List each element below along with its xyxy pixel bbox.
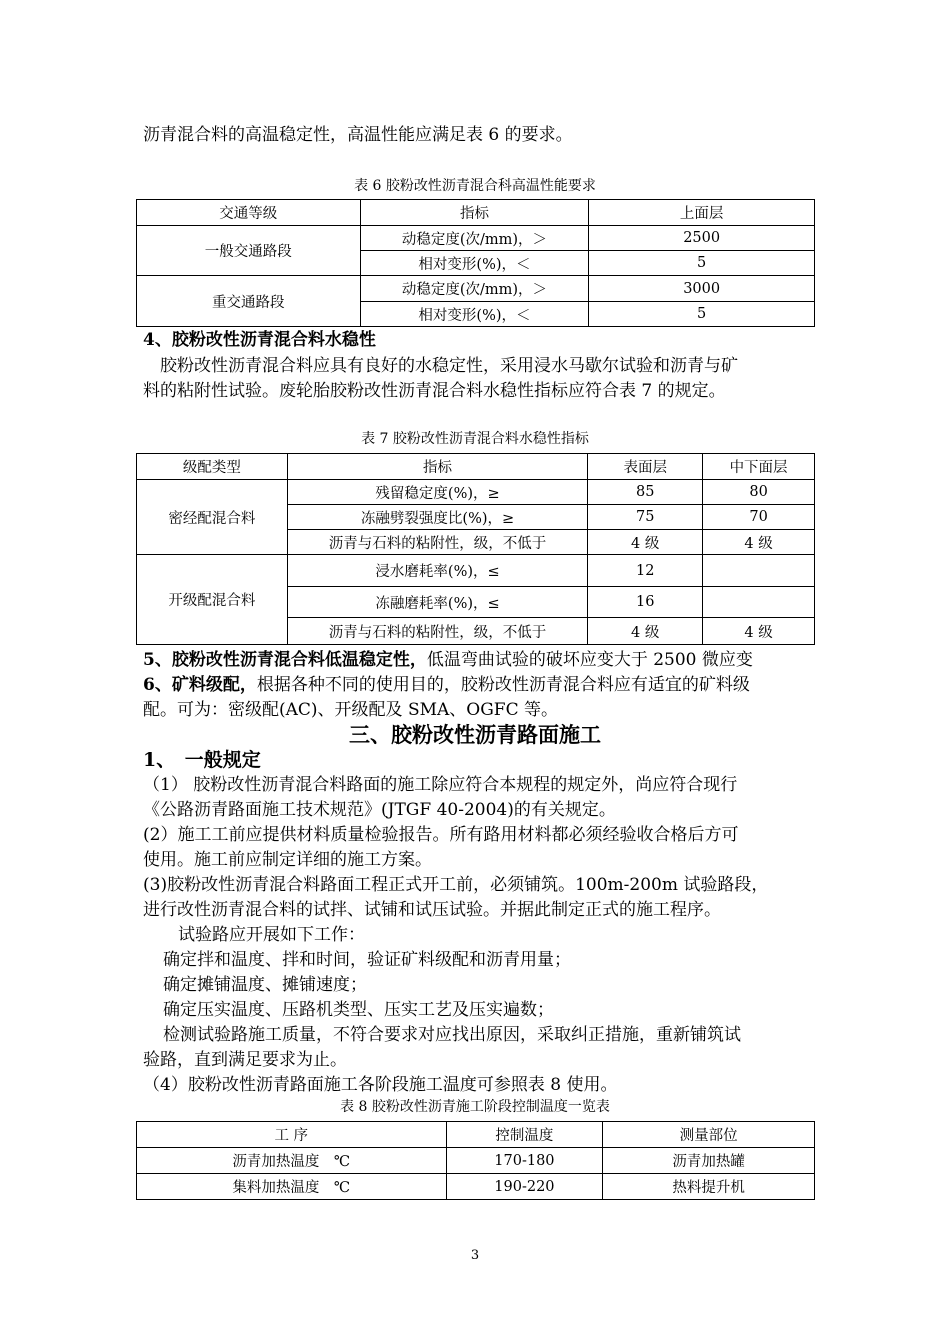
group-label: 开级配混合料 [137, 555, 288, 645]
table-cell: 190-220 [446, 1174, 603, 1200]
general-rules-heading: 1、 一般规定 [143, 749, 261, 771]
section5-line [143, 648, 753, 672]
table-row [137, 1174, 815, 1200]
table-header-row [137, 200, 815, 226]
table-cell [703, 587, 815, 618]
part3-title: 三、胶粉改性沥青路面施工 [349, 722, 601, 747]
paragraph-line: 使用。施工前应制定详细的施工方案。 [143, 850, 432, 870]
table-cell: 残留稳定度(%)，≥ [287, 480, 588, 505]
table-cell: 12 [588, 555, 703, 587]
table-header-cell: 指标 [360, 200, 589, 226]
section5-heading: 5、胶粉改性沥青混合料低温稳定性， [143, 650, 427, 670]
section6-line [143, 673, 750, 697]
section6-heading: 6、矿料级配， [143, 675, 257, 695]
page-number: 3 [470, 1248, 480, 1263]
table7-caption: 表 7 胶粉改性沥青混合料水稳性指标 [361, 431, 589, 447]
table-cell: 5 [589, 251, 815, 276]
table-cell: 相对变形(%)，＜ [360, 302, 589, 327]
table-cell: 75 [588, 505, 703, 530]
paragraph-line: 《公路沥青路面施工技术规范》(JTGF 40-2004)的有关规定。 [143, 800, 616, 820]
intro-paragraph: 沥青混合料的高温稳定性，高温性能应满足表 6 的要求。 [143, 125, 573, 145]
table7 [136, 453, 815, 645]
section5-text: 低温弯曲试验的破坏应变大于 2500 微应变 [426, 650, 753, 670]
table-cell: 170-180 [446, 1148, 603, 1174]
table-header-cell: 上面层 [589, 200, 815, 226]
paragraph-line: 胶粉改性沥青混合料应具有良好的水稳定性，采用浸水马歇尔试验和沥青与矿 [160, 356, 738, 376]
table-cell: 沥青加热温度 ℃ [137, 1148, 447, 1174]
table-header-cell: 级配类型 [137, 454, 288, 480]
table-cell: 动稳定度(次/mm)，＞ [360, 226, 589, 251]
table-cell: 80 [703, 480, 815, 505]
table-cell: 热料提升机 [603, 1174, 815, 1200]
table-header-row [137, 1122, 815, 1148]
paragraph-line: 确定压实温度、压路机类型、压实工艺及压实遍数； [163, 1000, 554, 1020]
table-cell [703, 555, 815, 587]
table-row [137, 555, 815, 587]
table-row [137, 480, 815, 505]
table-cell: 动稳定度(次/mm)，＞ [360, 276, 589, 302]
table-cell: 沥青与石料的粘附性，级，不低于 [287, 530, 588, 555]
section4-heading: 4、胶粉改性沥青混合料水稳性 [143, 330, 376, 350]
table-cell: 4 级 [703, 530, 815, 555]
table6-caption: 表 6 胶粉改性沥青混合科高温性能要求 [354, 178, 596, 194]
table-row [137, 1148, 815, 1174]
paragraph-line: 验路，直到满足要求为止。 [143, 1050, 347, 1070]
paragraph-line: 进行改性沥青混合料的试拌、试铺和试压试验。并据此制定正式的施工程序。 [143, 900, 721, 920]
table-cell: 集料加热温度 ℃ [137, 1174, 447, 1200]
table8 [136, 1121, 815, 1200]
table-cell: 沥青与石料的粘附性，级，不低于 [287, 618, 588, 645]
table-cell: 2500 [589, 226, 815, 251]
table-header-cell: 控制温度 [446, 1122, 603, 1148]
table-row [137, 226, 815, 251]
paragraph-line: (2）施工工前应提供材料质量检验报告。所有路用材料都必须经验收合格后方可 [143, 825, 739, 845]
table-cell: 70 [703, 505, 815, 530]
paragraph-line: 确定摊铺温度、摊铺速度； [163, 975, 367, 995]
table-header-cell: 交通等级 [137, 200, 361, 226]
paragraph-line: 试验路应开展如下工作： [178, 925, 365, 945]
table-cell: 5 [589, 302, 815, 327]
paragraph-line: 确定拌和温度、拌和时间，验证矿料级配和沥青用量； [163, 950, 571, 970]
table-header-cell: 测量部位 [603, 1122, 815, 1148]
table-cell: 4 级 [703, 618, 815, 645]
table-cell: 16 [588, 587, 703, 618]
section6-text: 根据各种不同的使用目的，胶粉改性沥青混合料应有适宜的矿料级 [256, 675, 750, 695]
paragraph-line: （1） 胶粉改性沥青混合料路面的施工除应符合本规程的规定外，尚应符合现行 [143, 775, 738, 795]
table-header-cell: 表面层 [588, 454, 703, 480]
table8-caption: 表 8 胶粉改性沥青施工阶段控制温度一览表 [340, 1099, 610, 1115]
paragraph-line: 料的粘附性试验。废轮胎胶粉改性沥青混合料水稳性指标应符合表 7 的规定。 [143, 381, 726, 401]
group-label: 重交通路段 [137, 276, 361, 327]
table-header-cell: 指标 [287, 454, 588, 480]
paragraph-line: （4）胶粉改性沥青路面施工各阶段施工温度可参照表 8 使用。 [143, 1075, 618, 1095]
paragraph-line: 检测试验路施工质量，不符合要求对应找出原因，采取纠正措施，重新铺筑试 [163, 1025, 741, 1045]
table-cell: 冻融劈裂强度比(%)，≥ [287, 505, 588, 530]
table-header-cell: 中下面层 [703, 454, 815, 480]
table-row [137, 276, 815, 302]
table-header-row [137, 454, 815, 480]
group-label: 一般交通路段 [137, 226, 361, 276]
table-cell: 冻融磨耗率(%)，≤ [287, 587, 588, 618]
paragraph-line: (3)胶粉改性沥青混合料路面工程正式开工前，必须铺筑。100m-200m 试验路段， [143, 875, 769, 895]
paragraph-line: 配。可为：密级配(AC)、开级配及 SMA、OGFC 等。 [143, 700, 559, 720]
table-cell: 3000 [589, 276, 815, 302]
table-cell: 浸水磨耗率(%)，≤ [287, 555, 588, 587]
table-cell: 4 级 [588, 618, 703, 645]
table-cell: 沥青加热罐 [603, 1148, 815, 1174]
group-label: 密经配混合料 [137, 480, 288, 555]
table-cell: 4 级 [588, 530, 703, 555]
table-cell: 相对变形(%)，＜ [360, 251, 589, 276]
table6 [136, 199, 815, 327]
table-cell: 85 [588, 480, 703, 505]
table-header-cell: 工 序 [137, 1122, 447, 1148]
